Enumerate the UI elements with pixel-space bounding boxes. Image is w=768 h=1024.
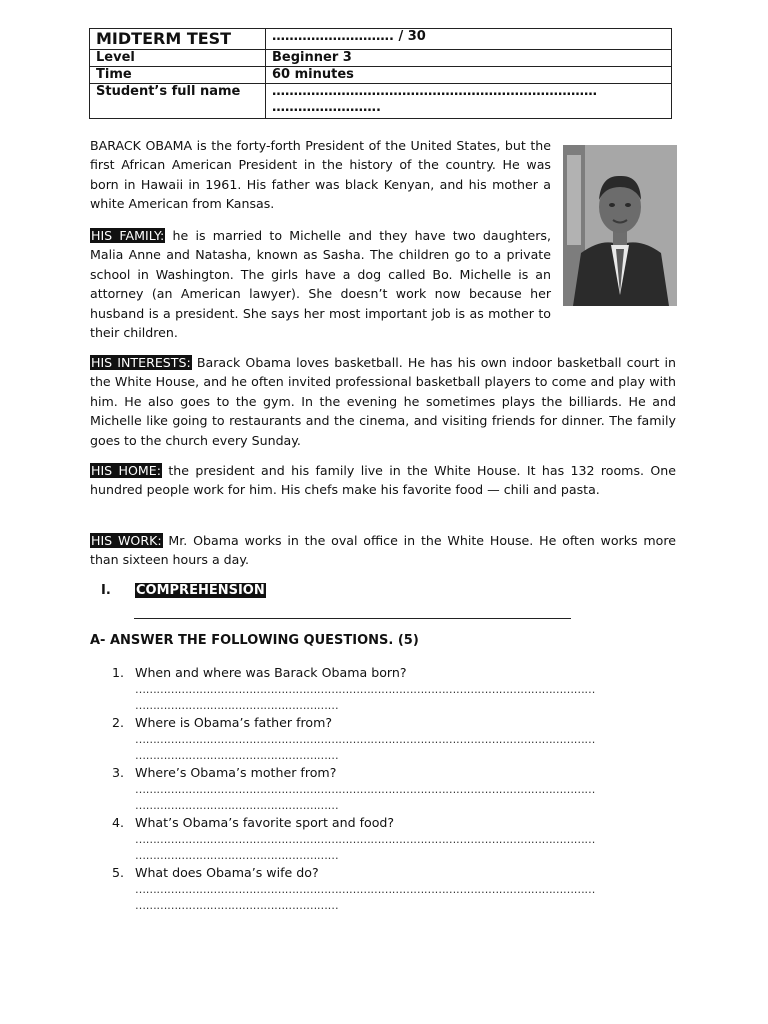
- answer-line-2[interactable]: …………………………………………………: [135, 699, 339, 712]
- question-number: 4.: [112, 815, 125, 830]
- question-text: Where is Obama’s father from?: [135, 715, 333, 730]
- question-item: [108, 864, 678, 914]
- family-text: he is married to Michelle and they have two daughters, Malia Anne and Natasha, known as Sasha. The children go to a private school in Washington. The girls have a dog called Bo. Michelle is an attorney (an American lawyer). She doesn’t work now because her husband is a president. She says her most important job is as mother to their children.: [90, 228, 551, 341]
- name-label: Student’s full name: [90, 84, 266, 119]
- level-label: Level: [90, 50, 266, 67]
- time-label: Time: [90, 67, 266, 84]
- question-number: 5.: [112, 865, 125, 880]
- question-number: 3.: [112, 765, 125, 780]
- answer-line-2[interactable]: …………………………………………………: [135, 849, 339, 862]
- level-value: Beginner 3: [266, 50, 672, 67]
- answer-line-2[interactable]: …………………………………………………: [135, 799, 339, 812]
- part-a-heading: A- ANSWER THE FOLLOWING QUESTIONS. (5): [90, 633, 419, 648]
- answer-line-2[interactable]: …………………………………………………: [135, 899, 339, 912]
- question-item: [108, 664, 678, 714]
- name-line-2: …………………….: [272, 100, 381, 115]
- answer-line-1[interactable]: …………………………………………………………………………………………………………………: [135, 783, 596, 796]
- time-value: 60 minutes: [266, 67, 672, 84]
- interests-text: Barack Obama loves basketball. He has his own indoor basketball court in the White House, and he often invited professional basketball players to come and play with him. He also goes to the gym. In the evening he sometimes plays the billiards. He and Michelle like going to restaurants and the cinema, and visiting friends for dinner. The family goes to the church every Sunday.: [90, 355, 676, 448]
- comprehension-tag: COMPREHENSION: [136, 583, 265, 598]
- portrait-image: [563, 145, 677, 306]
- name-field: [266, 84, 672, 119]
- question-item: [108, 714, 678, 764]
- intro-paragraph: BARACK OBAMA is the forty-forth President of the United States, but the first African American President in the history of the country. He was born in Hawaii in 1961. His father was black Kenyan, and his mother a white American from Kansas.: [90, 138, 551, 212]
- section-title: [135, 583, 266, 598]
- name-line-1: …………………………………………………………………: [272, 84, 597, 99]
- home-paragraph: [90, 461, 676, 500]
- answer-line-1[interactable]: …………………………………………………………………………………………………………………: [135, 833, 596, 846]
- question-number: 1.: [112, 665, 125, 680]
- home-tag: HIS HOME:: [91, 463, 161, 478]
- home-text: the president and his family live in the White House. It has 132 rooms. One hundred people work for him. His chefs make his favorite food — chili and pasta.: [90, 463, 676, 498]
- interests-paragraph: [90, 353, 676, 450]
- header-table: [89, 28, 672, 119]
- answer-line-2[interactable]: …………………………………………………: [135, 749, 339, 762]
- test-title: MIDTERM TEST: [90, 29, 266, 50]
- question-text: What’s Obama’s favorite sport and food?: [135, 815, 395, 830]
- answer-line-1[interactable]: …………………………………………………………………………………………………………………: [135, 683, 596, 696]
- question-list: [108, 664, 678, 914]
- interests-tag: HIS INTERESTS:: [91, 355, 191, 370]
- family-paragraph: [90, 226, 551, 342]
- section-rule: [134, 618, 571, 619]
- question-item: [108, 814, 678, 864]
- obama-photo: [563, 145, 677, 306]
- answer-line-1[interactable]: …………………………………………………………………………………………………………………: [135, 733, 596, 746]
- question-text: Where’s Obama’s mother from?: [135, 765, 337, 780]
- work-tag: HIS WORK:: [91, 533, 162, 548]
- score-field: ………………………. / 30: [266, 29, 672, 50]
- work-text: Mr. Obama works in the oval office in the White House. He often works more than sixteen hours a day.: [90, 533, 676, 568]
- family-tag: HIS FAMILY:: [91, 228, 165, 243]
- question-item: [108, 764, 678, 814]
- question-text: What does Obama’s wife do?: [135, 865, 319, 880]
- work-paragraph: [90, 531, 676, 570]
- question-number: 2.: [112, 715, 125, 730]
- section-number: I.: [101, 583, 111, 598]
- question-text: When and where was Barack Obama born?: [135, 665, 407, 680]
- answer-line-1[interactable]: …………………………………………………………………………………………………………………: [135, 883, 596, 896]
